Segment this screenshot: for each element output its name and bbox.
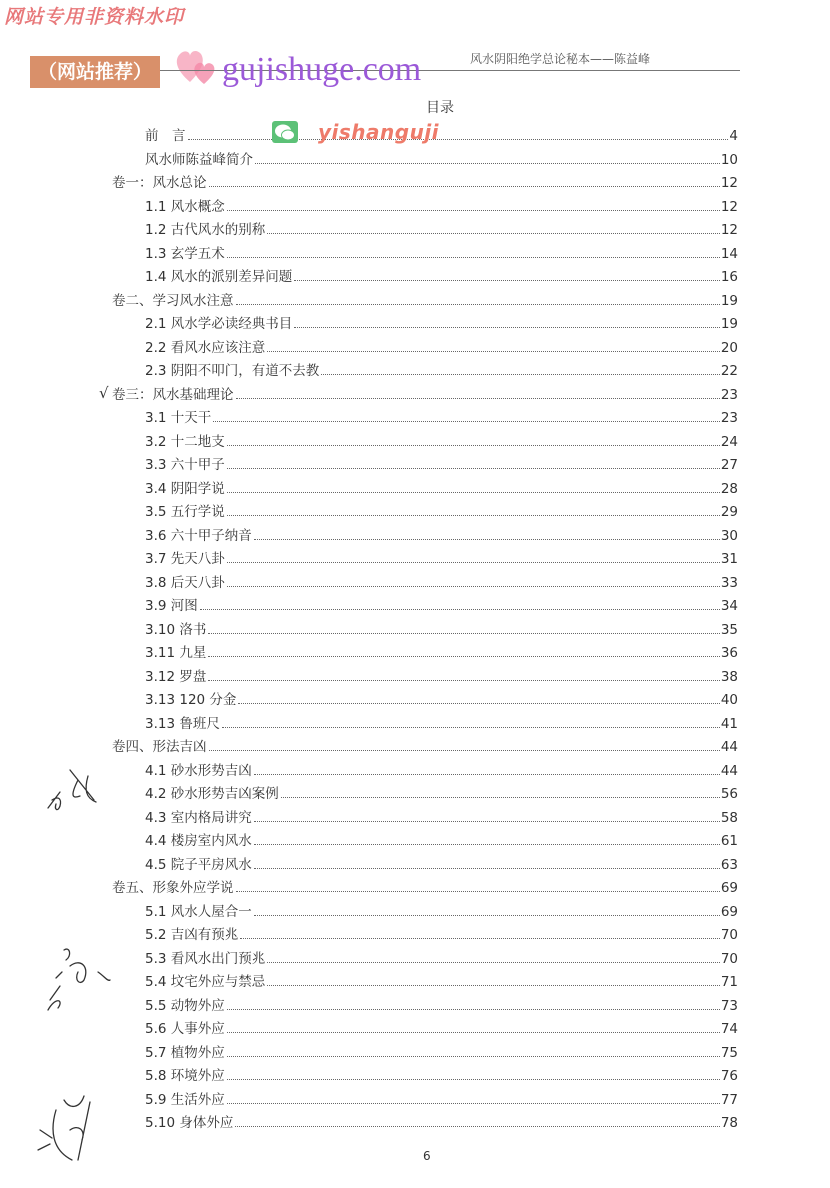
toc-entry-title: 前 言 bbox=[145, 128, 186, 144]
toc-entry-title: 5.4 坟宅外应与禁忌 bbox=[145, 974, 266, 990]
toc-entry-title: 3.5 五行学说 bbox=[145, 504, 225, 520]
toc-entry-title: 3.3 六十甲子 bbox=[145, 457, 225, 473]
toc-entry-page: 36 bbox=[720, 645, 738, 661]
toc-entry-page: 12 bbox=[720, 222, 738, 238]
toc-entry-page: 77 bbox=[720, 1091, 738, 1108]
toc-entry-title: 3.8 后天八卦 bbox=[145, 574, 225, 591]
toc-entry-page: 12 bbox=[720, 198, 738, 215]
toc-entry-title: 3.1 十天干 bbox=[145, 410, 212, 426]
toc-entry-title: 风水师陈益峰简介 bbox=[145, 151, 253, 168]
toc-entry-page: 63 bbox=[720, 856, 738, 873]
toc-entry-page: 56 bbox=[720, 786, 738, 802]
toc-entry-page: 41 bbox=[720, 715, 738, 732]
toc-entry-title: 1.4 风水的派别差异问题 bbox=[145, 269, 293, 285]
toc-entry-page: 19 bbox=[720, 292, 738, 309]
toc-entry-page: 44 bbox=[720, 762, 738, 779]
toc-entry-title: 3.13 120 分金 bbox=[145, 692, 237, 708]
toc-entry-page: 69 bbox=[720, 880, 738, 896]
toc-entry-page: 29 bbox=[720, 504, 738, 520]
recommend-badge: （网站推荐） bbox=[30, 56, 160, 88]
toc-entry-title: 3.10 洛书 bbox=[145, 621, 207, 638]
toc-entry-page: 34 bbox=[720, 598, 738, 614]
toc-entry-page: 22 bbox=[720, 363, 738, 379]
toc-entry-title: 2.1 风水学必读经典书目 bbox=[145, 316, 293, 332]
toc-entry-page: 4 bbox=[729, 128, 738, 144]
toc-entry-page: 61 bbox=[720, 833, 738, 849]
check-mark: √ bbox=[99, 384, 109, 402]
toc-entry-title: 3.13 鲁班尺 bbox=[145, 715, 220, 732]
watermark-top-text: 网站专用非资料水印 bbox=[4, 6, 185, 28]
toc-entry-title: 3.12 罗盘 bbox=[145, 668, 207, 685]
toc-entry-page: 27 bbox=[720, 457, 738, 473]
toc-entry-page: 12 bbox=[720, 175, 738, 191]
toc-entry-title: 5.7 植物外应 bbox=[145, 1044, 225, 1061]
handwriting-note-3 bbox=[38, 1096, 90, 1160]
toc-entry-title: 4.4 楼房室内风水 bbox=[145, 833, 252, 849]
toc-entry-page: 76 bbox=[720, 1068, 738, 1084]
toc-entry-title: 3.2 十二地支 bbox=[145, 433, 225, 450]
toc-entry-page: 19 bbox=[720, 316, 738, 332]
toc-entry-page: 35 bbox=[720, 621, 738, 638]
toc-entry-page: 28 bbox=[720, 480, 738, 497]
toc-entry-page: 40 bbox=[720, 692, 738, 708]
toc-entry-title: 2.3 阴阳不叩门，有道不去教 bbox=[145, 363, 320, 379]
toc-entry-title: 3.11 九星 bbox=[145, 645, 207, 661]
toc-entry-title: 卷一：风水总论 bbox=[112, 175, 207, 191]
toc-entry-title: 3.7 先天八卦 bbox=[145, 551, 225, 567]
toc-entry-page: 20 bbox=[720, 339, 738, 356]
handwriting-note-1 bbox=[48, 770, 96, 810]
toc-entry-page: 78 bbox=[720, 1115, 738, 1131]
toc-entry-title: 3.9 河图 bbox=[145, 598, 198, 614]
toc-title: 目录 bbox=[426, 100, 454, 116]
toc-entry-page: 58 bbox=[720, 809, 738, 826]
toc-entry-page: 24 bbox=[720, 433, 738, 450]
toc-entry-page: 74 bbox=[720, 1021, 738, 1037]
toc-entry-title: 4.2 砂水形势吉凶案例 bbox=[145, 786, 279, 802]
toc-entry-title: 卷五、形象外应学说 bbox=[112, 880, 234, 896]
toc-entry-page: 73 bbox=[720, 997, 738, 1014]
toc-entry-title: 5.3 看风水出门预兆 bbox=[145, 950, 266, 967]
toc-entry-page: 23 bbox=[720, 410, 738, 426]
toc-entry-page: 44 bbox=[720, 739, 738, 755]
toc-entry-title: 4.3 室内格局讲究 bbox=[145, 809, 252, 826]
page-number: 6 bbox=[423, 1149, 431, 1163]
toc-entry-title: 4.5 院子平房风水 bbox=[145, 856, 252, 873]
toc-entry-title: 1.2 古代风水的别称 bbox=[145, 222, 266, 238]
toc-entry-page: 38 bbox=[720, 668, 738, 685]
toc-entry-page: 30 bbox=[720, 527, 738, 544]
toc-entry-page: 71 bbox=[720, 974, 738, 990]
toc-entry-page: 69 bbox=[720, 903, 738, 920]
toc-entry-page: 31 bbox=[720, 551, 738, 567]
watermark-wechat-id: yishanguji bbox=[318, 120, 440, 144]
toc-entry-title: 4.1 砂水形势吉凶 bbox=[145, 762, 252, 779]
toc-entry-title: 1.1 风水概念 bbox=[145, 198, 225, 215]
toc-entry-title: 5.9 生活外应 bbox=[145, 1091, 225, 1108]
toc-entry-title: 卷四、形法吉凶 bbox=[112, 739, 207, 755]
toc-entry-title: 5.5 动物外应 bbox=[145, 997, 225, 1014]
toc-entry-title: 5.10 身体外应 bbox=[145, 1115, 234, 1131]
handwriting-note-2 bbox=[48, 949, 110, 1010]
toc-entry-title: 5.8 环境外应 bbox=[145, 1068, 225, 1084]
running-header: 风水阴阳绝学总论秘本——陈益峰 bbox=[470, 52, 651, 66]
toc-entry-title: 卷二、学习风水注意 bbox=[112, 292, 234, 309]
toc-entry-page: 33 bbox=[720, 574, 738, 591]
toc-entry-title: 1.3 玄学五术 bbox=[145, 245, 225, 262]
toc-entry-page: 70 bbox=[720, 927, 738, 943]
toc-entry-page: 10 bbox=[720, 151, 738, 168]
toc-entry-title: 3.6 六十甲子纳音 bbox=[145, 527, 252, 544]
toc-entry-page: 23 bbox=[720, 386, 738, 403]
toc-entry-page: 14 bbox=[720, 245, 738, 262]
toc-entry-title: 5.2 吉凶有预兆 bbox=[145, 927, 239, 943]
toc-entry-title: 5.6 人事外应 bbox=[145, 1021, 225, 1037]
watermark-site: gujishuge.com bbox=[222, 51, 422, 88]
toc-entry-page: 70 bbox=[720, 950, 738, 967]
toc-entry-page: 16 bbox=[720, 269, 738, 285]
toc-entry-title: 5.1 风水人屋合一 bbox=[145, 903, 252, 920]
toc-entry-title: 卷三：风水基础理论 bbox=[112, 386, 234, 403]
toc-entry-page: 75 bbox=[720, 1044, 738, 1061]
toc-entry-title: 2.2 看风水应该注意 bbox=[145, 339, 266, 356]
toc-entry-title: 3.4 阴阳学说 bbox=[145, 480, 225, 497]
